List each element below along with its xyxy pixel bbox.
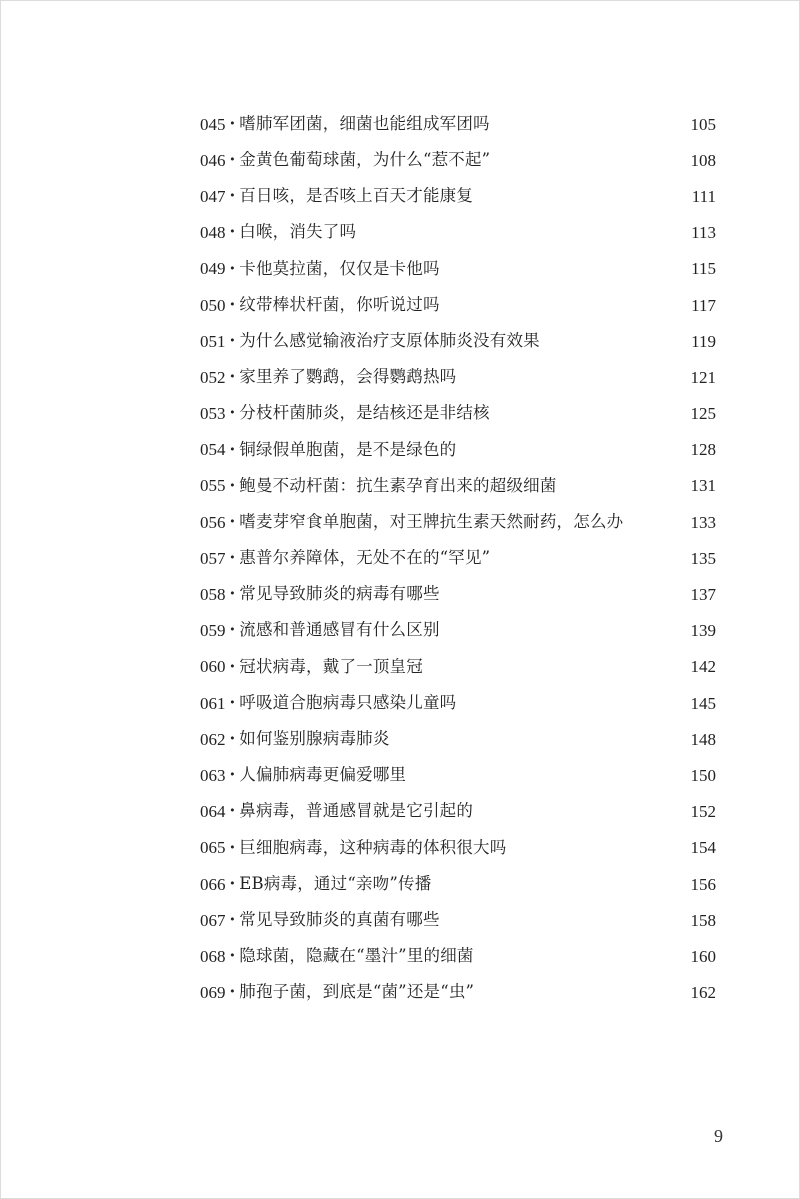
toc-entry-title-group	[200, 441, 456, 458]
toc-entry[interactable]	[200, 142, 716, 178]
toc-entry[interactable]	[200, 649, 716, 685]
toc-entry-separator: ·	[229, 584, 236, 604]
toc-entry-separator: ·	[229, 475, 236, 495]
toc-entry-separator: ·	[229, 729, 236, 749]
toc-entry-number: 061	[200, 693, 226, 713]
toc-entry-title-group	[200, 692, 457, 713]
toc-entry-page: 105	[690, 114, 716, 134]
toc-entry-title: 卡他莫拉菌，仅仅是卡他吗	[239, 258, 440, 278]
toc-entry-title: 常见导致肺炎的真菌有哪些	[239, 909, 440, 929]
toc-entry-number: 046	[200, 150, 226, 170]
toc-entry-separator: ·	[229, 222, 236, 242]
toc-entry[interactable]	[200, 866, 716, 902]
toc-entry[interactable]	[200, 794, 716, 830]
toc-entry[interactable]	[200, 504, 716, 540]
toc-entry-title-group	[200, 839, 506, 856]
toc-entry-page: 158	[690, 910, 716, 930]
toc-entry-title: 分枝杆菌肺炎，是结核还是非结核	[239, 403, 490, 423]
toc-entry-separator: ·	[229, 801, 236, 821]
toc-entry-separator: ·	[229, 548, 236, 568]
toc-entry[interactable]	[200, 323, 716, 359]
toc-entry-page: 115	[691, 259, 716, 279]
toc-entry-title: 白喉，消失了吗	[239, 222, 357, 242]
toc-entry-title: 肺孢子菌，到底是“菌”还是“虫”	[239, 982, 475, 1002]
toc-entry[interactable]	[200, 902, 716, 938]
toc-entry-page: 139	[690, 621, 716, 641]
toc-entry-page: 117	[691, 295, 716, 315]
toc-entry-page: 142	[690, 657, 716, 677]
toc-entry-number: 060	[200, 657, 226, 677]
toc-entry-separator: ·	[229, 620, 236, 640]
toc-entry-title: 鼻病毒，普通感冒就是它引起的	[239, 801, 474, 821]
toc-entry-title-group	[200, 550, 490, 567]
toc-entry[interactable]	[200, 975, 716, 1011]
toc-entry[interactable]	[200, 106, 716, 142]
toc-entry-number: 067	[200, 910, 226, 930]
page-number: 9	[714, 1126, 723, 1146]
toc-entry-number: 058	[200, 585, 226, 605]
toc-entry-separator: ·	[229, 837, 236, 857]
toc-entry-number: 065	[200, 838, 226, 858]
toc-entry-separator: ·	[229, 873, 236, 893]
toc-entry[interactable]	[200, 613, 716, 649]
toc-entry-separator: ·	[229, 403, 236, 423]
toc-entry-title: 人偏肺病毒更偏爱哪里	[239, 765, 407, 785]
toc-entry-separator: ·	[229, 330, 236, 350]
toc-entry[interactable]	[200, 576, 716, 612]
toc-entry-page: 148	[690, 729, 716, 749]
toc-entry-number: 064	[200, 802, 226, 822]
toc-entry-separator: ·	[229, 765, 236, 785]
toc-entry[interactable]	[200, 432, 716, 468]
toc-entry-separator: ·	[229, 258, 236, 278]
toc-entry-number: 054	[200, 440, 226, 460]
toc-entry-page: 133	[690, 512, 716, 532]
toc-entry-title-group	[200, 622, 440, 639]
toc-entry-title: 嗜肺军团菌，细菌也能组成军团吗	[239, 113, 490, 133]
toc-entry-separator: ·	[229, 294, 236, 314]
toc-entry-page: 160	[690, 946, 716, 966]
toc-entry-page: 150	[690, 765, 716, 785]
toc-entry-title-group	[200, 803, 473, 820]
toc-entry-title-group	[200, 731, 390, 748]
toc-entry-page: 154	[690, 838, 716, 858]
toc-entry-number: 055	[200, 476, 226, 496]
toc-entry-number: 063	[200, 765, 226, 785]
toc-entry-page: 119	[691, 331, 716, 351]
toc-entry-title: 为什么感觉输液治疗支原体肺炎没有效果	[239, 330, 540, 350]
toc-entry-title-group	[200, 511, 624, 532]
toc-entry-page: 125	[690, 404, 716, 424]
toc-entry-number: 045	[200, 114, 226, 134]
toc-entry-number: 050	[200, 295, 226, 315]
toc-entry-separator: ·	[229, 909, 236, 929]
toc-entry-title: 冠状病毒，戴了一顶皇冠	[239, 656, 423, 676]
toc-entry-number: 069	[200, 983, 226, 1003]
toc-entry[interactable]	[200, 251, 716, 287]
toc-entry-title-group	[200, 909, 440, 930]
toc-entry-separator: ·	[229, 946, 236, 966]
toc-entry-separator: ·	[229, 656, 236, 676]
toc-entry-title: 鲍曼不动杆菌：抗生素孕育出来的超级细菌	[239, 475, 557, 495]
toc-entry-number: 066	[200, 874, 226, 894]
toc-entry-number: 053	[200, 404, 226, 424]
toc-entry-title-group	[200, 188, 473, 205]
toc-entry-title: 惠普尔养障体，无处不在的“罕见”	[239, 548, 491, 568]
toc-entry-separator: ·	[229, 439, 236, 459]
toc-entry[interactable]	[200, 721, 716, 757]
toc-entry-page: 162	[690, 983, 716, 1003]
toc-entry-title-group	[200, 369, 456, 386]
toc-entry-title-group	[200, 294, 440, 315]
table-of-contents	[200, 106, 716, 1011]
toc-entry-title-group	[200, 984, 474, 1001]
toc-entry-separator: ·	[229, 982, 236, 1002]
toc-entry-page: 135	[690, 548, 716, 568]
toc-entry-separator: ·	[229, 367, 236, 387]
toc-entry-number: 052	[200, 367, 226, 387]
toc-entry-separator: ·	[229, 692, 236, 712]
toc-entry-page: 111	[691, 186, 716, 206]
toc-entry-number: 051	[200, 331, 226, 351]
toc-entry-title-group	[200, 477, 557, 494]
toc-entry-page: 113	[691, 223, 716, 243]
toc-entry[interactable]	[200, 938, 716, 974]
toc-entry-page: 128	[690, 440, 716, 460]
toc-entry-page: 156	[690, 874, 716, 894]
toc-entry-title: 百日咳，是否咳上百天才能康复	[239, 186, 474, 206]
toc-entry-title: 如何鉴别腺病毒肺炎	[239, 729, 390, 749]
toc-entry-number: 062	[200, 729, 226, 749]
toc-entry[interactable]	[200, 540, 716, 576]
toc-entry-title: 家里养了鹦鹉，会得鹦鹉热吗	[239, 367, 457, 387]
toc-entry-page: 108	[690, 150, 716, 170]
toc-entry-title: 隐球菌，隐藏在“墨汁”里的细菌	[239, 946, 474, 966]
toc-entry-title: 常见导致肺炎的病毒有哪些	[239, 584, 440, 604]
toc-entry-title-group	[200, 586, 440, 603]
toc-entry-title-group	[200, 873, 432, 894]
toc-entry-page: 145	[690, 693, 716, 713]
toc-entry-page: 137	[690, 585, 716, 605]
toc-entry[interactable]	[200, 287, 716, 323]
toc-entry-number: 049	[200, 259, 226, 279]
toc-entry-title: 呼吸道合胞病毒只感染儿童吗	[239, 692, 457, 712]
toc-entry-number: 059	[200, 621, 226, 641]
toc-entry-title: 铜绿假单胞菌，是不是绿色的	[239, 439, 457, 459]
toc-entry[interactable]	[200, 178, 716, 214]
toc-entry-title-group	[200, 948, 474, 965]
toc-entry-separator: ·	[229, 186, 236, 206]
toc-entry-title-group	[200, 260, 440, 277]
toc-entry-title-group	[200, 330, 540, 351]
toc-entry[interactable]	[200, 685, 716, 721]
toc-entry[interactable]	[200, 215, 716, 251]
toc-entry-title-group	[200, 224, 356, 241]
toc-entry-number: 048	[200, 223, 226, 243]
toc-entry-title-group	[200, 152, 490, 169]
toc-entry-number: 056	[200, 512, 226, 532]
toc-entry-title: 流感和普通感冒有什么区别	[239, 620, 440, 640]
toc-entry-title: 纹带棒状杆菌，你听说过吗	[239, 294, 440, 314]
toc-entry[interactable]	[200, 830, 716, 866]
toc-entry-page: 152	[690, 802, 716, 822]
toc-entry-title: 嗜麦芽窄食单胞菌，对王牌抗生素天然耐药，怎么办	[239, 511, 624, 531]
toc-entry-title-group	[200, 113, 490, 134]
toc-entry-title-group	[200, 405, 490, 422]
toc-entry[interactable]	[200, 468, 716, 504]
toc-entry-title-group	[200, 767, 406, 784]
toc-entry-separator: ·	[229, 511, 236, 531]
toc-entry-separator: ·	[229, 150, 236, 170]
toc-entry-title: 巨细胞病毒，这种病毒的体积很大吗	[239, 837, 507, 857]
toc-entry-title: 金黄色葡萄球菌，为什么“惹不起”	[239, 150, 491, 170]
toc-entry-page: 131	[690, 476, 716, 496]
toc-entry[interactable]	[200, 359, 716, 395]
toc-entry-number: 057	[200, 548, 226, 568]
toc-entry-title: EB病毒，通过“亲吻”传播	[239, 873, 432, 893]
toc-entry-title-group	[200, 658, 423, 675]
toc-entry-number: 047	[200, 186, 226, 206]
toc-entry-page: 121	[690, 367, 716, 387]
toc-entry-separator: ·	[229, 113, 236, 133]
toc-entry[interactable]	[200, 396, 716, 432]
toc-entry-number: 068	[200, 946, 226, 966]
toc-entry[interactable]	[200, 757, 716, 793]
